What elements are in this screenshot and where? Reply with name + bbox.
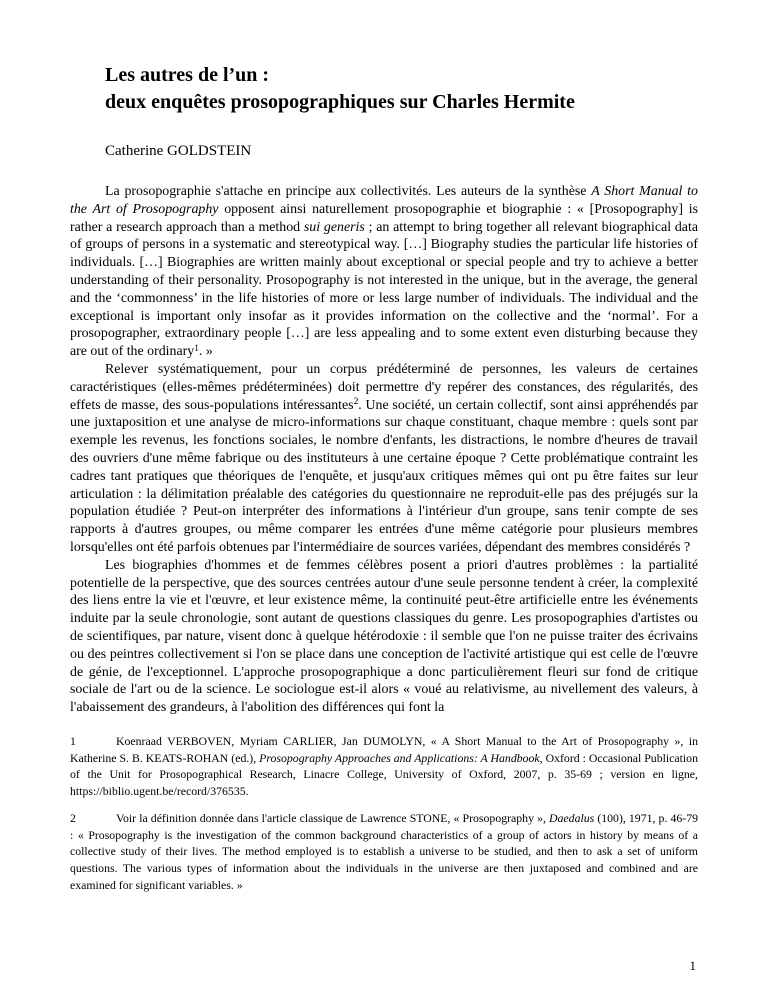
footnotes-section xyxy=(70,733,698,893)
paragraph-biographies: Les biographies d'hommes et de femmes célèbres posent a priori d'autres problèmes : la partialité potentielle de la perspective, que des sources centrées autour d'une seule personne tendent à créer, la complexité des liens entre la vie et l'œuvre, et leur existence même, la continuité peut-être artificielle entre les événements induite par la seule chronologie, sont autant de questions classiques du genre. Les prosopographies d'artistes ou de scientifiques, par nature, visent donc à quelque hétérodoxie : il semble que l'on ne puisse traiter des écrivains ou des peintres collectivement si l'on se place dans une conception de l'activité artistique qui est celle de l'œuvre de génie, de l'exceptionnel. L'approche prosopographique a donc particulièrement fleuri sur fond de critique sociale de l'art ou de la science. Le sociologue est-il alors « voué au relativisme, au nivellement des valeurs, à l'abaissement des grandeurs, à l'abolition des différences qui font la xyxy=(70,557,698,716)
paper-title-line2: deux enquêtes prosopographiques sur Charles Hermite xyxy=(105,91,575,113)
footnote-1-text: Koenraad VERBOVEN, Myriam CARLIER, Jan DUMOLYN, « A Short Manual to the Art of Prosopography », in Katherine S. B. KEATS-ROHAN (ed.), Prosopography Approaches and Applications: A Handbook, Oxford : Occasional Publication of the Unit for Prosopographical Research, Linacre College, University of Oxford, 2007, p. 35-69 ; version en ligne, https://biblio.ugent.be/record/376535. xyxy=(70,733,698,798)
footnote-2 xyxy=(70,810,698,893)
paragraph-method: Relever systématiquement, pour un corpus prédéterminé de personnes, les valeurs de certaines caractéristiques (elles-mêmes prédéterminées) doit permettre d'y repérer des constances, des régularités, des effets de masse, des sous-populations intéressantes$^2$. Une société, un certain collectif, sont ainsi appréhendés par une juxtaposition et une analyse de micro-informations sur chaque constituant, chaque membre : quels sont par exemple les revenus, les fonctions sociales, le nombre d'enfants, les distractions, le nombre d'heures de travail des ouvriers d'une même fabrique ou des instituteurs à une certaine époque ? Cette problématique contraint les cadres tant pratiques que théoriques de l'enquête, et jusqu'aux critiques mêmes qui ont pu être faites sur leur articulation : la délimitation préalable des catégories du questionnaire ne reproduit-elle pas des préjugés sur la population étudiée ? Peut-on interpréter des informations à l'intérieur d'un groupe, sans tenir compte de ses rapports à d'autres groupes, ou même comparer les entrées d'une même catégorie pour plusieurs membres lorsqu'elles ont été parfois obtenues par l'intermédiaire de sources variées, dépendant des membres considérés ? xyxy=(70,361,698,555)
page-number: 1 xyxy=(689,958,696,973)
paragraph-intro: La prosopographie s'attache en principe aux collectivités. Les auteurs de la synthèse A Short Manual to the Art of Prosopography opposent ainsi naturellement prosopographie et biographie : « [Prosopography] is rather a research approach than a method sui generis ; an attempt to bring together all relevant biographical data of groups of persons in a systematic and stereotypical way. […] Biography studies the particular life histories of individuals. […] Biographies are written mainly about exceptional or special people and try to achieve a better understanding of their personality. Prosopography is not interested in the unique, but in the average, the general and the ‘commonness’ in the life histories of more or less large number of individuals. The individual and the exceptional is important only insofar as it provides information on the collective and the ‘normal’. For a prosopographer, extraordinary people […] are less appealing and to some extent even disturbing because they are out of the ordinary$^1$. » xyxy=(70,184,699,360)
paper-title xyxy=(105,62,698,116)
body-text xyxy=(70,183,698,717)
paper-title-line1: Les autres de l’un : xyxy=(105,64,270,86)
author-name: Catherine GOLDSTEIN xyxy=(105,143,252,159)
footnote-2-text: Voir la définition donnée dans l'article classique de Lawrence STONE, « Prosopography », Daedalus (100), 1971, p. 46-79 : « Prosopography is the investigation of the common background characteristics of a group of actors in history by means of a collective study of their lives. The method employed is to establish a universe to be studied, and then to ask a set of uniform questions. The various types of information about the individuals in the universe are then juxtaposed and combined and are examined for significant variables. » xyxy=(70,811,699,892)
footnote-2-number: 2 xyxy=(70,811,76,826)
footnote-1 xyxy=(70,733,698,799)
footnote-1-number: 1 xyxy=(70,733,76,748)
